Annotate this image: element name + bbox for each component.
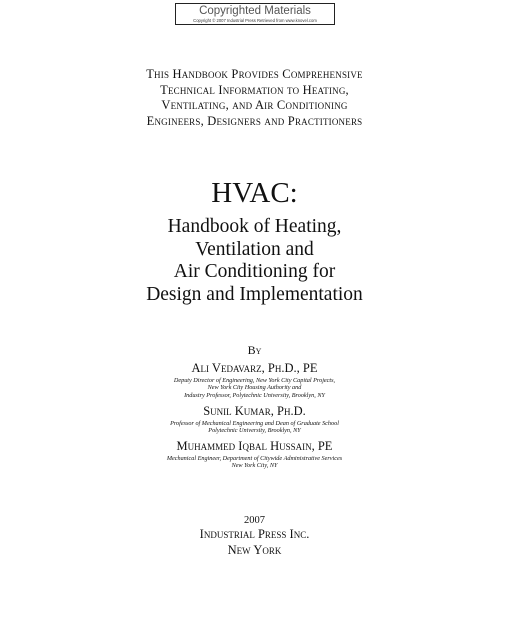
author-affiliation	[0, 455, 509, 470]
book-title: HVAC:	[211, 177, 298, 209]
publication-year: 2007	[244, 515, 265, 526]
tagline-block	[0, 67, 509, 129]
watermark-subtitle: Copyright © 2007 Industrial Press Retrieved from www.knovel.com	[193, 18, 317, 23]
tagline-line: Technical Information to Heating,	[160, 82, 349, 97]
book-subtitle	[0, 216, 509, 306]
author-name: Sunil Kumar, Ph.D.	[203, 404, 306, 418]
tagline-line: Engineers, Designers and Practitioners	[146, 113, 363, 128]
affiliation-line: Professor of Mechanical Engineering and Dean of Graduate School	[170, 420, 339, 427]
author-name: Muhammed Iqbal Hussain, PE	[176, 439, 333, 453]
copyright-watermark	[175, 3, 335, 25]
affiliation-line: New York City, NY	[231, 462, 278, 470]
publisher-name: Industrial Press Inc.	[199, 527, 310, 541]
affiliation-line: Mechanical Engineer, Department of Citywide Administrative Services	[166, 455, 343, 462]
subtitle-line: Ventilation and	[195, 238, 314, 260]
publisher-city: New York	[227, 543, 282, 557]
author-name: Ali Vedavarz, Ph.D., PE	[191, 361, 318, 375]
watermark-title: Copyrighted Materials	[199, 5, 311, 17]
subtitle-line: Design and Implementation	[146, 283, 363, 305]
affiliation-line: Polytechnic University, Brooklyn, NY	[208, 427, 301, 435]
tagline-line: This Handbook Provides Comprehensive	[146, 67, 363, 81]
affiliation-line: Industry Professor, Polytechnic University, Brooklyn, NY	[184, 391, 325, 399]
affiliation-line: New York City Housing Authority and	[207, 384, 302, 392]
subtitle-line: Handbook of Heating,	[167, 216, 342, 237]
affiliation-line: Deputy Director of Engineering, New York City Capital Projects,	[173, 377, 336, 384]
by-label: By	[247, 343, 262, 357]
tagline-line: Ventilating, and Air Conditioning	[161, 98, 348, 113]
subtitle-line: Air Conditioning for	[173, 261, 336, 282]
author-affiliation	[0, 377, 509, 399]
author-affiliation	[0, 420, 509, 435]
